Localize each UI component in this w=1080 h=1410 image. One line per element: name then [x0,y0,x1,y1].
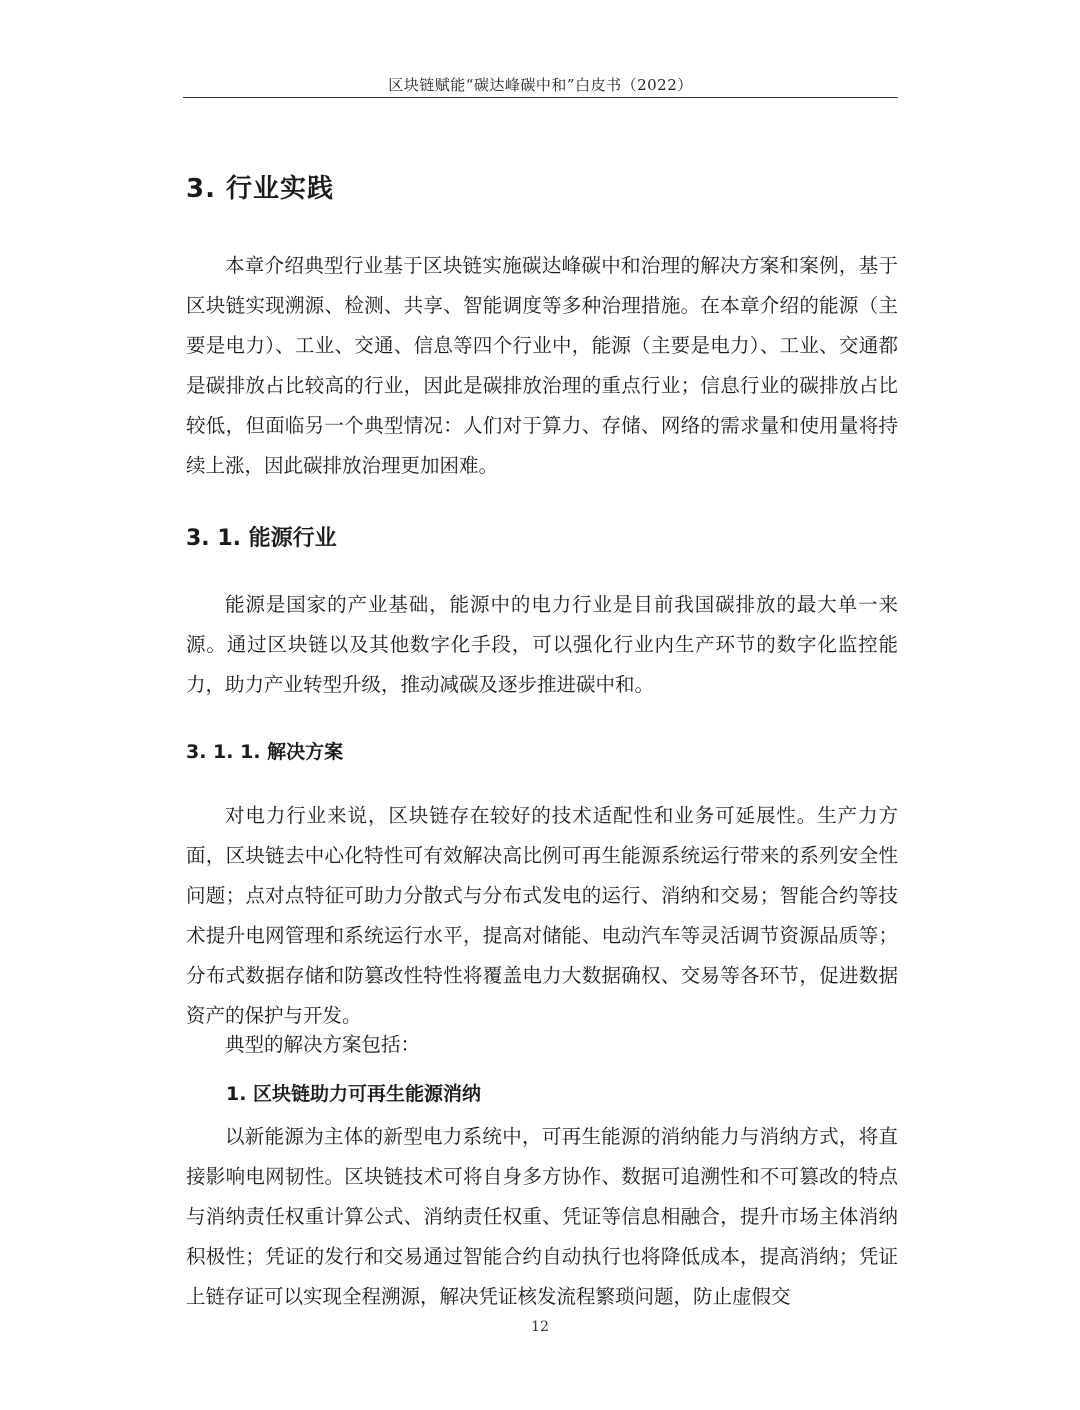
solution-item-1-title: 1. 区块链助力可再生能源消纳 [226,1083,482,1105]
page-number: 12 [531,1319,549,1335]
solution-item-1-body: 以新能源为主体的新型电力系统中，可再生能源的消纳能力与消纳方式，将直接影响电网韧性。区块链技术可将自身多方协作、数据可追溯性和不可篡改的特点与消纳责任权重计算公式、消纳责任权重、凭证等信息相融合，提升市场主体消纳积极性；凭证的发行和交易通过智能合约自动执行也将降低成本，提高消纳；凭证上链存证可以实现全程溯源，解决凭证核发流程繁琐问题，防止虚假交 [186,1125,898,1308]
running-header-title: 区块链赋能“碳达峰碳中和”白皮书（2022） [388,76,693,94]
section-intro-paragraph: 本章介绍典型行业基于区块链实施碳达峰碳中和治理的解决方案和案例，基于区块链实现溯源、检测、共享、智能调度等多种治理措施。在本章介绍的能源（主要是电力）、工业、交通、信息等四个行业中，能源（主要是电力）、工业、交通都是碳排放占比较高的行业，因此是碳排放治理的重点行业；信息行业的碳排放占比较低，但面临另一个典型情况：人们对于算力、存储、网络的需求量和使用量将持续上涨，因此碳排放治理更加困难。 [186,254,898,477]
solutions-intro-line: 典型的解决方案包括： [225,1033,421,1056]
subsection-heading: 3. 1. 能源行业 [186,526,337,551]
subsection-intro-paragraph: 能源是国家的产业基础，能源中的电力行业是目前我国碳排放的最大单一来源。通过区块链以及其他数字化手段，可以强化行业内生产环节的数字化监控能力，助力产业转型升级，推动减碳及逐步推进碳中和。 [186,593,898,696]
solutions-body-paragraph: 对电力行业来说，区块链存在较好的技术适配性和业务可延展性。生产力方面，区块链去中心化特性可有效解决高比例可再生能源系统运行带来的系列安全性问题；点对点特征可助力分散式与分布式发电的运行、消纳和交易；智能合约等技术提升电网管理和系统运行水平，提高对储能、电动汽车等灵活调节资源品质等；分布式数据存储和防篡改性特性将覆盖电力大数据确权、交易等各环节，促进数据资产的保护与开发。 [186,804,898,1027]
section-heading: 3. 行业实践 [186,174,335,204]
subsubsection-heading: 3. 1. 1. 解决方案 [186,741,344,763]
header-rule [183,97,898,98]
